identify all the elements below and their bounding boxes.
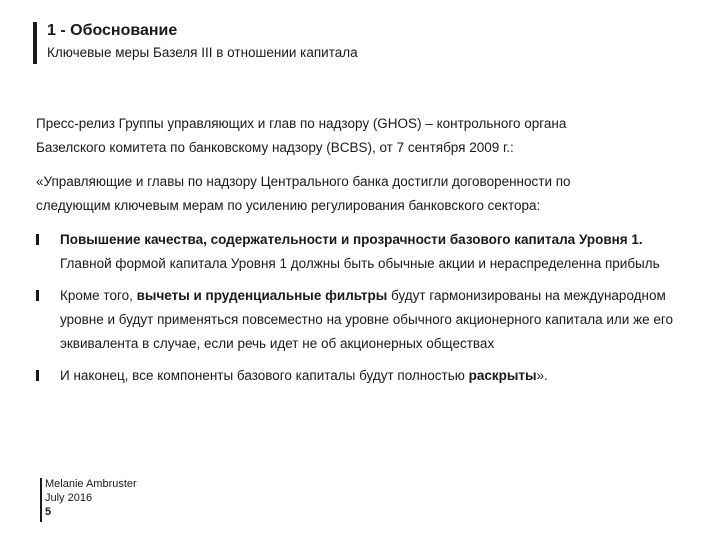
bullet-pre: И наконец, все компоненты базового капиталы будут полностью <box>60 368 469 383</box>
quote-line-2: следующим ключевым мерам по усилению регулирования банковского сектора: <box>36 198 541 213</box>
bullet-item <box>36 364 686 388</box>
bullet-item <box>36 284 686 356</box>
bullet-marker-icon <box>36 290 39 301</box>
bullet-marker-icon <box>36 234 39 245</box>
slide-body <box>36 112 686 396</box>
bullet-rest: Главной формой капитала Уровня 1 должны быть обычные акции и нераспределенна прибыль <box>60 256 660 271</box>
bullet-text <box>60 228 686 276</box>
bullet-item <box>36 228 686 276</box>
bullet-bold: раскрыты <box>468 368 537 383</box>
bullet-text <box>60 284 686 356</box>
bullet-text <box>60 364 686 388</box>
slide-title: 1 - Обоснование <box>47 22 178 39</box>
slide-subtitle: Ключевые меры Базеля III в отношении капитала <box>47 45 358 60</box>
title-accent-bar <box>33 22 37 64</box>
footer-date: July 2016 <box>45 492 93 504</box>
footer-accent-bar <box>40 478 42 522</box>
footer-author: Melanie Ambruster <box>45 478 137 490</box>
bullet-marker-icon <box>36 370 39 381</box>
intro-paragraph <box>36 112 686 160</box>
intro-line-1: Пресс-релиз Группы управляющих и глав по надзору (GHOS) – контрольного органа <box>36 116 567 131</box>
bullet-pre: Кроме того, <box>60 288 137 303</box>
slide-footer <box>40 478 200 524</box>
title-block <box>33 18 693 64</box>
bullet-list <box>36 228 686 388</box>
bullet-bold: вычеты и пруденциальные фильтры <box>136 288 388 303</box>
quote-paragraph <box>36 170 686 218</box>
quote-line-1: «Управляющие и главы по надзору Центрального банка достигли договоренности по <box>36 174 571 189</box>
bullet-rest: ». <box>536 368 548 383</box>
page-number: 5 <box>45 506 52 518</box>
bullet-bold: Повышение качества, содержательности и прозрачности базового капитала Уровня 1. <box>60 232 643 247</box>
intro-line-2: Базелского комитета по банковскому надзору (BCBS), от 7 сентября 2009 г.: <box>36 140 514 155</box>
bullet-rest: будут гармонизированы на международном уровне и будут применяться повсеместно на уровне обычного акционерного капитала или же его эквивалента в случае, если речь идет не об акционерных обществах <box>60 288 674 351</box>
